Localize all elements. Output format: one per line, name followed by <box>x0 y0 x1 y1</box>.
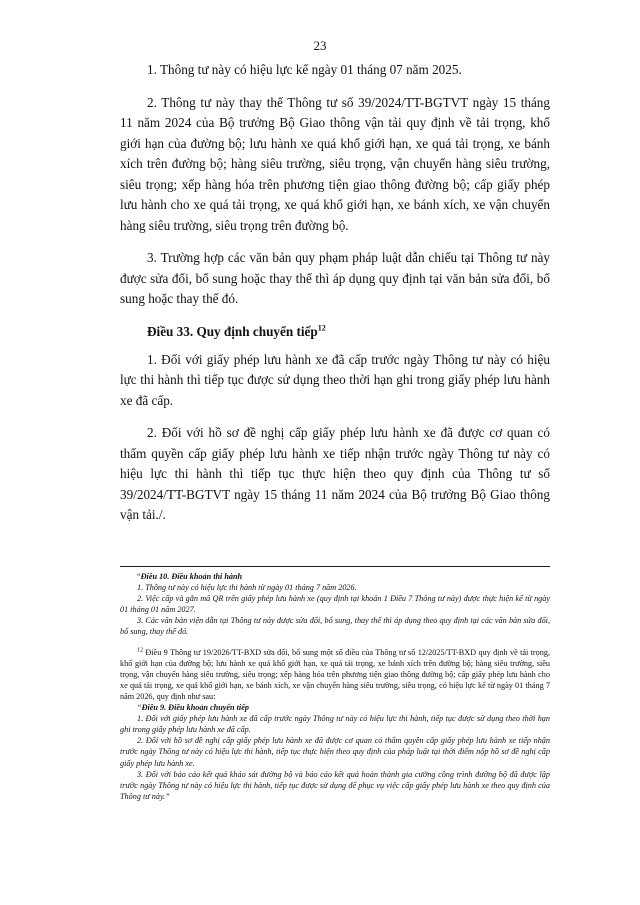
paragraph-4: 1. Đối với giấy phép lưu hành xe đã cấp trước ngày Thông tư này có hiệu lực thi hành thì tiếp tục được sử dụng theo thời hạn ghi trong giấy phép lưu hành xe đã cấp. <box>120 351 550 408</box>
footnote-b-article: Điều 9. Điều khoản chuyển tiếp <box>141 703 249 713</box>
paragraph-5: 2. Đối với hồ sơ đề nghị cấp giấy phép lưu hành xe đã được cơ quan có thẩm quyền cấp giấy phép lưu hành xe tiếp nhận trước ngày Thông tư này có hiệu lực thi hành thì tiếp tục thực hiện theo quy định của Thông tư số 39/2024/TT-BGTVT ngày 15 tháng 11 năm 2024 của Bộ trưởng Bộ Giao thông vận tải./. <box>120 425 550 522</box>
footnote-b-item-3: 3. Đối với báo cáo kết quả khảo sát đường bộ và báo cáo kết quả hoàn thành gia cường công trình đường bộ đã được lập trước ngày Thông tư này có hiệu lực thi hành, tiếp tục được sử dụng để phục vụ việc cấp giấy phép lưu hành xe theo quy định của Thông tư này.” <box>120 769 550 801</box>
paragraph-1: 1. Thông tư này có hiệu lực kể ngày 01 tháng 07 năm 2025. <box>147 62 462 77</box>
footnote-12-text: Điều 9 Thông tư 19/2026/TT-BXD sửa đổi, bổ sung một số điều của Thông tư số 12/2025/TT-BXD quy định về tải trọng, khổ giới hạn của đường bộ; lưu hành xe quá khổ giới hạn, xe quá tải trọng, xe bánh xích trên đường bộ; hàng siêu trường, siêu trọng, vận chuyển hàng siêu trường, siêu trọng; xếp hàng hóa trên phương tiện giao thông đường bộ; cấp giấy phép lưu hành cho xe quá tải trọng, xe quá khổ giới hạn, xe bánh xích, xe vận chuyển hàng siêu trường, siêu trọng, có hiệu lực kể từ ngày 01 tháng 7 năm 2026, quy định như sau: <box>120 647 550 701</box>
footnote-b-item-2: 2. Đối với hồ sơ đề nghị cấp giấy phép lưu hành xe đã được cơ quan có thẩm quyền cấp giấy phép lưu hành xe tiếp nhận trước ngày Thông tư này có hiệu lực thi hành, tiếp tục thực hiện theo quy định của pháp luật tại thời điểm nộp hồ sơ đề nghị cấp giấy phép lưu hành xe. <box>120 736 550 768</box>
footnote-12-number: 12 <box>137 646 143 653</box>
footnote-b-title <box>120 702 550 713</box>
footnote-b-item-1: 1. Đối với giấy phép lưu hành xe đã cấp trước ngày Thông tư này có hiệu lực thi hành, tiếp tục được sử dụng theo thời hạn ghi trong giấy phép lưu hành xe đã cấp. <box>120 714 550 735</box>
paragraph-3: 3. Trường hợp các văn bản quy phạm pháp luật dẫn chiếu tại Thông tư này được sửa đổi, bổ sung hoặc thay thế thì áp dụng quy định tại văn bản sửa đổi, bổ sung hoặc thay thế đó. <box>120 250 550 306</box>
article-33-heading <box>120 322 550 342</box>
footnote-a-item-2: 2. Việc cấp và gắn mã QR trên giấy phép lưu hành xe (quy định tại khoản 1 Điều 7 Thông tư này) được thực hiện kể từ ngày 01 tháng 01 năm 2027. <box>120 594 550 615</box>
footnote-a-title <box>120 571 550 582</box>
paragraph-2: 2. Thông tư này thay thế Thông tư số 39/2024/TT-BGTVT ngày 15 tháng 11 năm 2024 của Bộ trưởng Bộ Giao thông vận tải quy định về tải trọng, khổ giới hạn của đường bộ; lưu hành xe quá khổ giới hạn, xe quá tải trọng, xe bánh xích trên đường bộ; hàng siêu trường, siêu trọng, vận chuyển hàng siêu trường, siêu trọng; xếp hàng hóa trên phương tiện giao thông đường bộ; cấp giấy phép lưu hành cho xe quá tải trọng, xe quá khổ giới hạn, xe bánh xích, xe vận chuyển hàng siêu trường, siêu trọng trên đường bộ. <box>120 94 550 233</box>
footnote-ref-12: 12 <box>317 323 326 333</box>
main-body <box>120 60 550 538</box>
footnotes <box>120 571 550 802</box>
open-quote: “ <box>137 572 141 581</box>
footnote-a-article: Điều 10. Điều khoản thi hành <box>140 572 243 581</box>
open-quote-b: “ <box>137 703 142 713</box>
article-title: Điều 33. Quy định chuyển tiếp <box>147 323 318 339</box>
footnote-a-item-3: 3. Các văn bản viện dẫn tại Thông tư này được sửa đổi, bổ sung, thay thế thì áp dụng theo quy định tại các văn bản sửa đổi, bổ sung, thay thế đó. <box>120 616 550 637</box>
page-number: 23 <box>313 38 327 53</box>
footnote-12 <box>120 647 550 702</box>
footnote-separator <box>120 566 550 567</box>
footnote-a-item-1: 1. Thông tư này có hiệu lực thi hành từ ngày 01 tháng 7 năm 2026. <box>137 583 357 593</box>
